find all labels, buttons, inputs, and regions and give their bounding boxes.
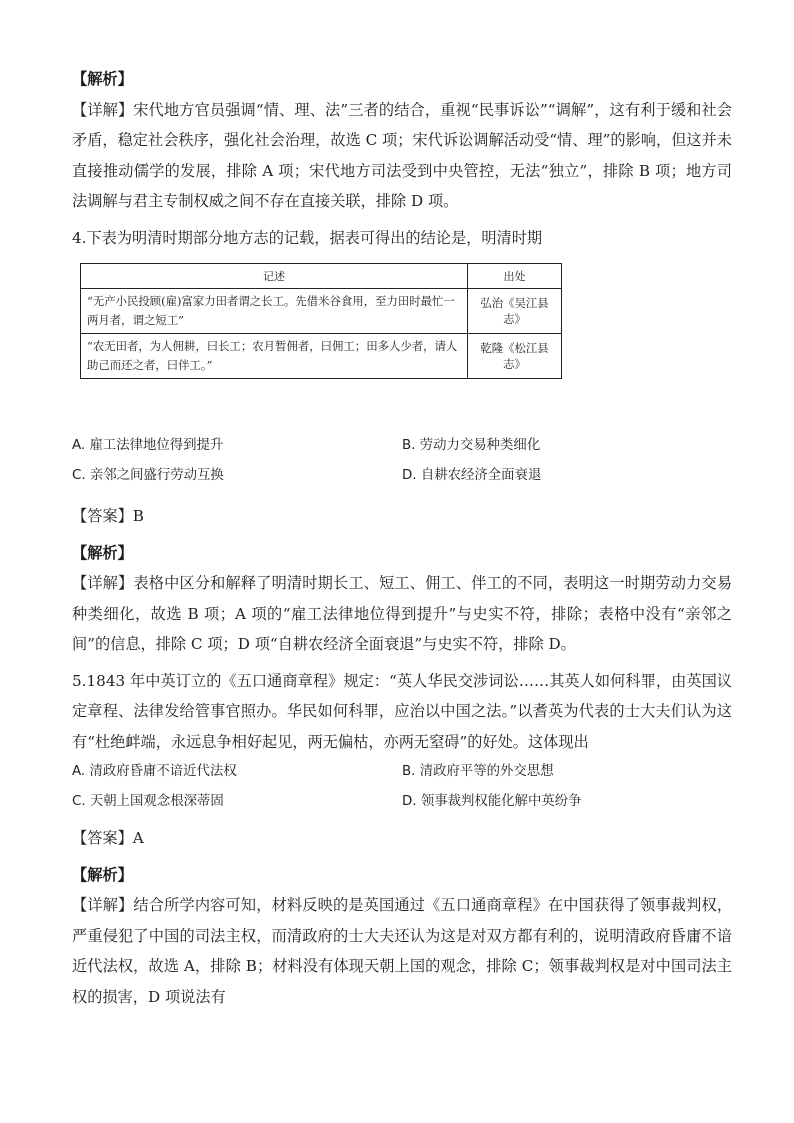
answer-options xyxy=(72,431,732,491)
analysis-heading: 【解析】 xyxy=(72,865,133,884)
detailed-explanation: 【详解】结合所学内容可知，材料反映的是英国通过《五口通商章程》在中国获得了领事裁判权，严重侵犯了中国的司法主权，而清政府的士大夫还认为这是对双方都有利的，说明清政府昏庸不谙近代法权，故选 A，排除 B；材料没有体现天朝上国的观念，排除 C；领事裁判权是对中国司法主权的损害，D 项说法有 xyxy=(72,896,732,1006)
option-b: B. 劳动力交易种类细化 xyxy=(402,438,541,453)
option-b: B. 清政府平等的外交思想 xyxy=(402,764,554,779)
table-cell-source: 乾隆《松江县志》 xyxy=(468,334,562,379)
option-a: A. 雇工法律地位得到提升 xyxy=(72,438,224,453)
question-5 xyxy=(72,666,732,1013)
option-c: C. 亲邻之间盛行劳动互换 xyxy=(72,468,224,483)
option-c: C. 天朝上国观念根深蒂固 xyxy=(72,794,224,809)
answer-line: 【答案】B xyxy=(72,507,144,525)
question-stem: 5.1843 年中英订立的《五口通商章程》规定：“英人华民交涉词讼……其英人如何科罪，由英国议定章程、法律发给管事官照办。华民如何科罪，应治以中国之法。”以耆英为代表的士大夫们认为这有“杜绝衅端，永远息争相好起见，两无偏枯，亦两无窒碍”的好处。这体现出 xyxy=(72,671,732,751)
block-q3-analysis xyxy=(72,64,732,217)
option-a: A. 清政府昏庸不谙近代法权 xyxy=(72,764,237,779)
question-4 xyxy=(72,223,732,660)
source-table xyxy=(80,263,562,379)
table-row xyxy=(81,334,562,379)
table-row xyxy=(81,289,562,334)
answer-line: 【答案】A xyxy=(72,829,144,847)
option-d: D. 领事裁判权能化解中英纷争 xyxy=(402,794,582,809)
document-page xyxy=(72,64,732,1012)
table-cell-source: 弘治《吴江县志》 xyxy=(468,289,562,334)
table-cell-record: “农无田者，为人佣耕，曰长工；农月暂佣者，曰佣工；田多人少者，请人助己而还之者，曰伴工。” xyxy=(81,334,468,379)
detailed-explanation: 【详解】宋代地方官员强调“情、理、法”三者的结合，重视“民事诉讼”“调解”，这有利于缓和社会矛盾，稳定社会秩序，强化社会治理，故选 C 项；宋代诉讼调解活动受“情、理”的影响，但这并未直接推动儒学的发展，排除 A 项；宋代地方司法受到中央管控，无法“独立”，排除 B 项；地方司法调解与君主专制权威之间不存在直接关联，排除 D 项。 xyxy=(72,100,732,210)
question-stem: 4.下表为明清时期部分地方志的记载，据表可得出的结论是，明清时期 xyxy=(72,228,543,247)
table-header-record: 记述 xyxy=(81,264,468,289)
analysis-heading: 【解析】 xyxy=(72,70,133,88)
table-header-source: 出处 xyxy=(468,264,562,289)
answer-options xyxy=(72,757,732,817)
option-d: D. 自耕农经济全面衰退 xyxy=(402,468,542,483)
detailed-explanation: 【详解】表格中区分和解释了明清时期长工、短工、佣工、伴工的不同，表明这一时期劳动力交易种类细化，故选 B 项；A 项的“雇工法律地位得到提升”与史实不符，排除；表格中没有“亲邻之间”的信息，排除 C 项；D 项“自耕农经济全面衰退”与史实不符，排除 D。 xyxy=(72,574,732,653)
table-cell-record: “无产小民投顾(雇)富家力田者谓之长工。先借米谷食用，至力田时最忙一两月者，谓之短工” xyxy=(81,289,468,334)
analysis-heading: 【解析】 xyxy=(72,543,133,562)
